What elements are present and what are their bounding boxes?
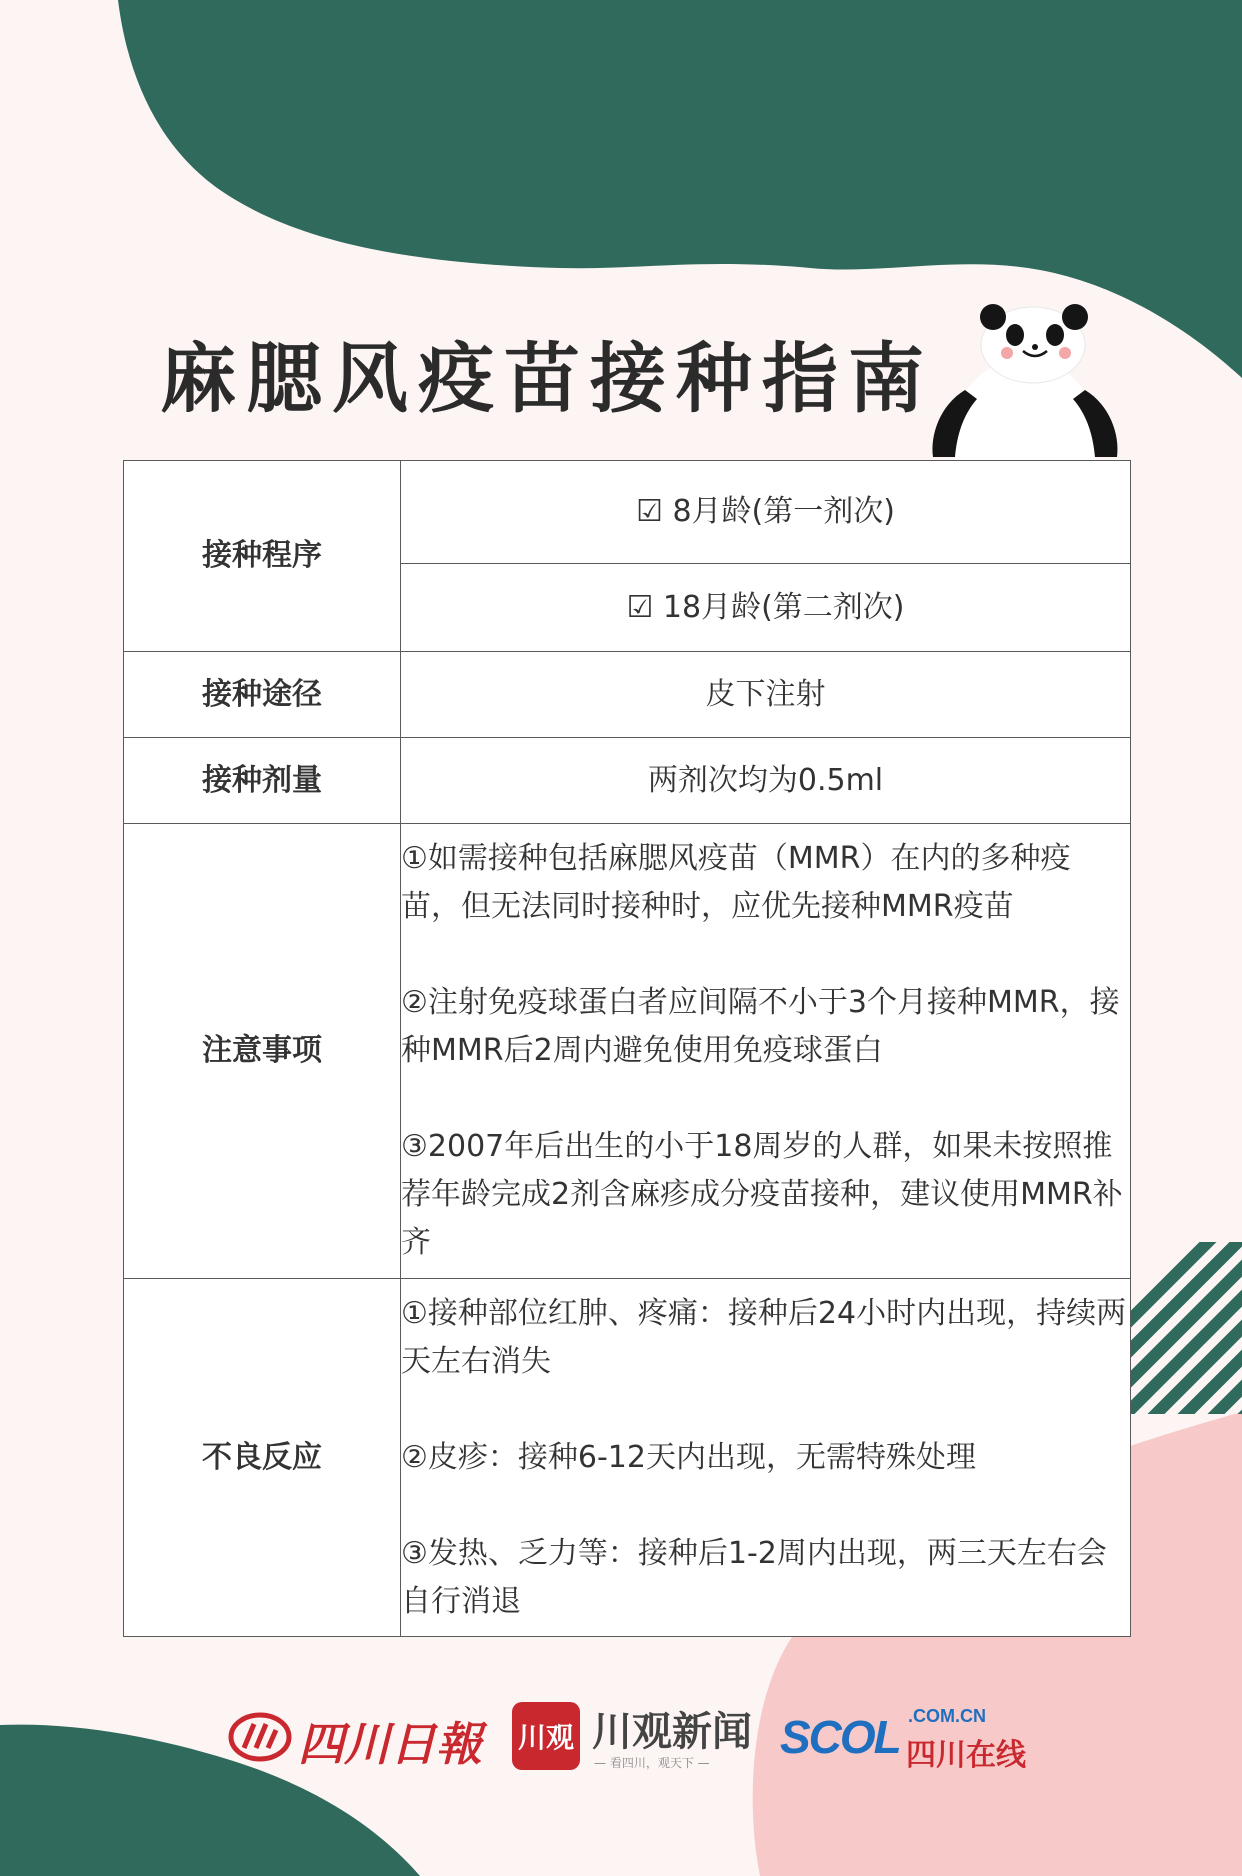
schedule-label: 接种程序: [124, 461, 401, 652]
table-row: [124, 461, 1131, 564]
page-title: 麻腮风疫苗接种指南: [160, 334, 934, 423]
footer-logos: [0, 1690, 1242, 1800]
note-item-2: ②注射免疫球蛋白者应间隔不小于3个月接种MMR，接种MMR后2周内避免使用免疫球蛋白: [401, 985, 1120, 1068]
dosage-value: 两剂次均为0.5ml: [401, 738, 1131, 824]
sichuan-daily-emblem-icon: [228, 1710, 292, 1764]
chuanguan-badge: [512, 1702, 580, 1770]
sichuan-daily-logo: [228, 1702, 482, 1772]
notes-content: [401, 824, 1131, 1279]
chuanguan-slogan: — 看四川，观天下 —: [594, 1756, 710, 1770]
scol-name: 四川在线: [906, 1738, 1026, 1773]
reaction-item-2: ②皮疹：接种6-12天内出现，无需特殊处理: [401, 1439, 976, 1475]
reaction-item-1: ①接种部位红肿、疼痛：接种后24小时内出现，持续两天左右消失: [401, 1295, 1127, 1379]
schedule-dose1: ☑ 8月龄(第一剂次): [401, 461, 1131, 564]
vaccination-guide-table: [123, 460, 1131, 1637]
panda-illustration: [925, 295, 1125, 460]
route-value: 皮下注射: [401, 652, 1131, 738]
table-row: [124, 652, 1131, 738]
dosage-label: 接种剂量: [124, 738, 401, 824]
chuanguan-badge-text: 川观: [517, 1721, 574, 1754]
reactions-label: 不良反应: [124, 1279, 401, 1637]
sichuan-daily-name: 四川日報: [298, 1717, 482, 1771]
scol-logo: [780, 1704, 1030, 1774]
note-item-3: ③2007年后出生的小于18周岁的人群，如果未按照推荐年龄完成2剂含麻疹成分疫苗接种，建议使用MMR补齐: [401, 1129, 1123, 1260]
chuanguan-name: 川观新闻: [592, 1708, 752, 1755]
reactions-content: [401, 1279, 1131, 1637]
notes-label: 注意事项: [124, 824, 401, 1279]
chuanguan-news-logo: [512, 1696, 752, 1776]
note-item-1: ①如需接种包括麻腮风疫苗（MMR）在内的多种疫苗，但无法同时接种时，应优先接种MMR疫苗: [401, 841, 1071, 924]
schedule-dose2: ☑ 18月龄(第二剂次): [401, 564, 1131, 652]
scol-domain: .COM.CN: [908, 1706, 986, 1726]
table-row: [124, 1279, 1131, 1637]
route-label: 接种途径: [124, 652, 401, 738]
table-row: [124, 738, 1131, 824]
reaction-item-3: ③发热、乏力等：接种后1-2周内出现，两三天左右会自行消退: [401, 1535, 1107, 1619]
table-row: [124, 824, 1131, 1279]
scol-mark: SCOL: [780, 1711, 900, 1763]
